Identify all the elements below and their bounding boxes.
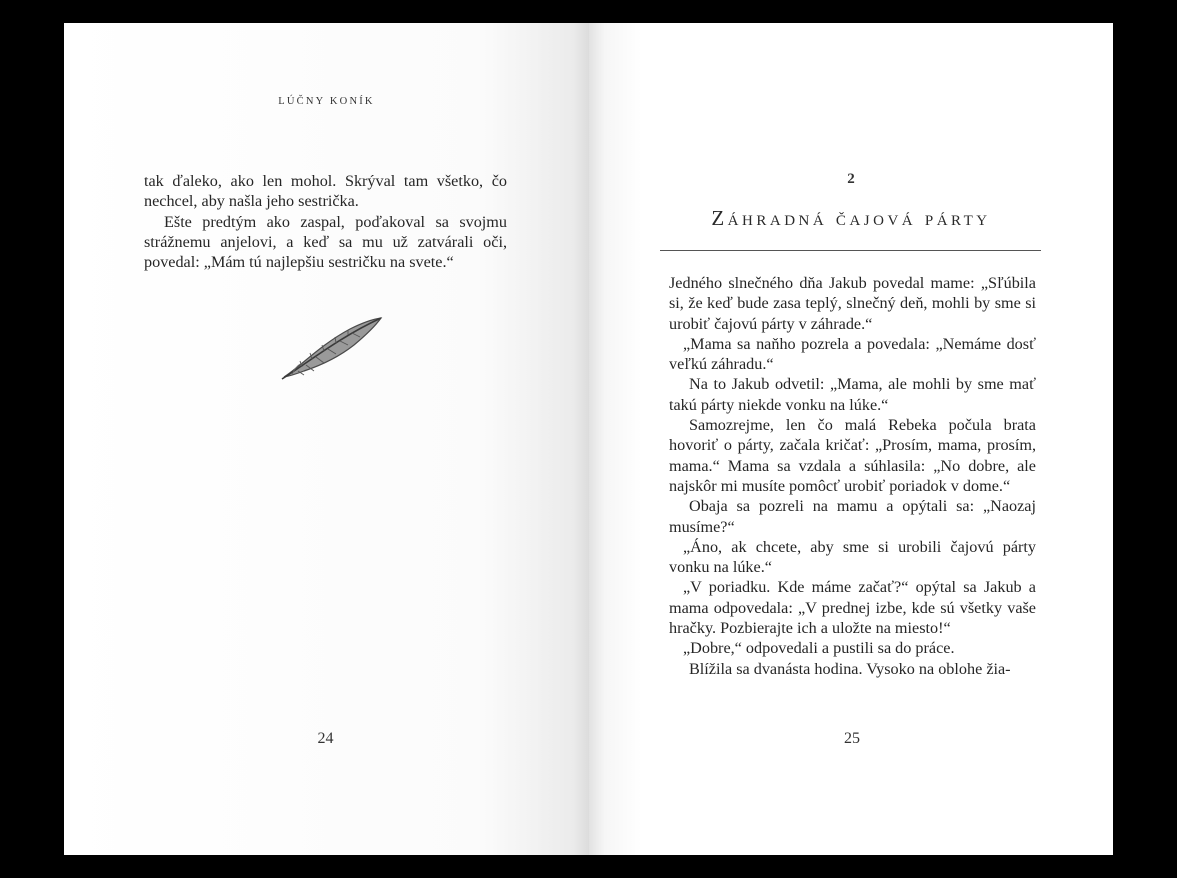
left-page-text xyxy=(144,171,507,272)
paragraph: Blížila sa dvanásta hodina. Vysoko na oblohe žia- xyxy=(689,659,1011,678)
paragraph: Jedného slnečného dňa Jakub povedal mame: „Sľúbila si, že keď bude zasa teplý, slnečný deň, mohli by sme si urobiť čajovú párty v záhrade.“ xyxy=(669,274,1036,333)
chapter-number: 2 xyxy=(847,171,855,187)
paragraph: Na to Jakub odvetil: „Mama, ale mohli by sme mať takú párty niekde vonku na lúke.“ xyxy=(669,375,1036,414)
feather-icon xyxy=(280,315,384,383)
paragraph: „Mama sa naňho pozrela a povedala: „Nemáme dosť veľkú záhradu.“ xyxy=(669,334,1036,374)
page-number: 24 xyxy=(317,730,334,747)
right-page xyxy=(589,23,1113,855)
chapter-divider xyxy=(660,250,1041,251)
paragraph: „Dobre,“ odpovedali a pustili sa do práce. xyxy=(683,639,955,658)
paragraph: tak ďaleko, ako len mohol. Skrýval tam všetko, čo nechcel, aby našla jeho sestrička. xyxy=(144,172,507,211)
right-page-text xyxy=(669,273,1036,679)
paragraph: „Áno, ak chcete, aby sme si urobili čajovú párty vonku na lúke.“ xyxy=(669,537,1036,577)
running-head: LÚČNY KONÍK xyxy=(278,96,375,107)
left-page xyxy=(64,23,589,855)
chapter-title: Záhradná čajová párty xyxy=(711,206,991,230)
paragraph: „V poriadku. Kde máme začať?“ opýtal sa Jakub a mama odpovedala: „V prednej izbe, kde sú všetky vaše hračky. Pozbierajte ich a uložte na miesto!“ xyxy=(669,578,1036,638)
book-spread xyxy=(64,23,1113,855)
paragraph: Ešte predtým ako zaspal, poďakoval sa svojmu strážnemu anjelovi, a keď sa mu už zatvárali oči, povedal: „Mám tú najlepšiu sestričku na svete.“ xyxy=(144,212,507,272)
paragraph: Obaja sa pozreli na mamu a opýtali sa: „Naozaj musíme?“ xyxy=(669,497,1036,536)
paragraph: Samozrejme, len čo malá Rebeka počula brata hovoriť o párty, začala kričať: „Prosím, mama, prosím, mama.“ Mama sa vzdala a súhlasila: „No dobre, ale najskôr mi musíte pomôcť urobiť poriadok v dome.“ xyxy=(669,416,1036,495)
page-number: 25 xyxy=(844,730,860,747)
